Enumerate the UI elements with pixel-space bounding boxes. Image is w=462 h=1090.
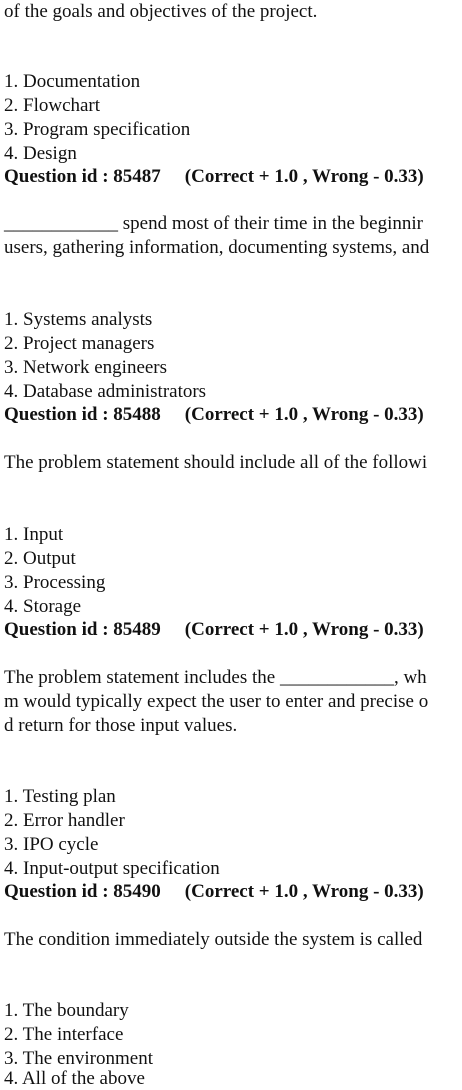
option-item: 3. Processing: [4, 572, 106, 593]
question-text-line: d return for those input values.: [4, 715, 238, 736]
question-text-line: m would typically expect the user to enter and precise o: [4, 691, 429, 712]
option-item: 2. Error handler: [4, 810, 125, 831]
option-item: 1. Input: [4, 524, 64, 545]
question-id: Question id : 85489: [4, 619, 161, 640]
question-id: Question id : 85487: [4, 166, 161, 187]
option-item: 2. Project managers: [4, 333, 155, 354]
option-item: 1. Testing plan: [4, 786, 116, 807]
option-item: 3. Program specification: [4, 119, 191, 140]
option-item: 1. The boundary: [4, 1000, 129, 1021]
question-id-line: [4, 619, 424, 641]
option-item: 4. Input-output specification: [4, 858, 220, 879]
option-item: 4. Database administrators: [4, 381, 207, 402]
question-score: (Correct + 1.0 , Wrong - 0.33): [184, 881, 424, 902]
question-score: (Correct + 1.0 , Wrong - 0.33): [184, 166, 424, 187]
option-item: 1. Documentation: [4, 71, 141, 92]
option-item: 2. The interface: [4, 1024, 124, 1045]
question-text-line: The problem statement should include all of the followi: [4, 452, 428, 473]
option-item: 4. All of the above: [4, 1068, 145, 1089]
question-id: Question id : 85488: [4, 404, 161, 425]
question-text-line: users, gathering information, documenting systems, and: [4, 237, 430, 258]
option-item: 3. The environment: [4, 1048, 153, 1069]
option-item: 1. Systems analysts: [4, 309, 153, 330]
option-item: 2. Output: [4, 548, 76, 569]
option-item: 3. IPO cycle: [4, 834, 99, 855]
question-score: (Correct + 1.0 , Wrong - 0.33): [184, 404, 424, 425]
question-text-line: The problem statement includes the ____________, wh: [4, 667, 427, 688]
question-text-line: The condition immediately outside the system is called: [4, 929, 423, 950]
option-item: 4. Storage: [4, 596, 82, 617]
option-item: 3. Network engineers: [4, 357, 168, 378]
question-id-line: [4, 881, 424, 903]
question-id-line: [4, 404, 424, 426]
question-id-line: [4, 166, 424, 188]
question-text-line: of the goals and objectives of the project.: [4, 1, 318, 22]
question-score: (Correct + 1.0 , Wrong - 0.33): [184, 619, 424, 640]
question-text-line: ____________ spend most of their time in the beginnir: [4, 213, 424, 234]
option-item: 4. Design: [4, 143, 77, 164]
option-item: 2. Flowchart: [4, 95, 101, 116]
question-id: Question id : 85490: [4, 881, 161, 902]
